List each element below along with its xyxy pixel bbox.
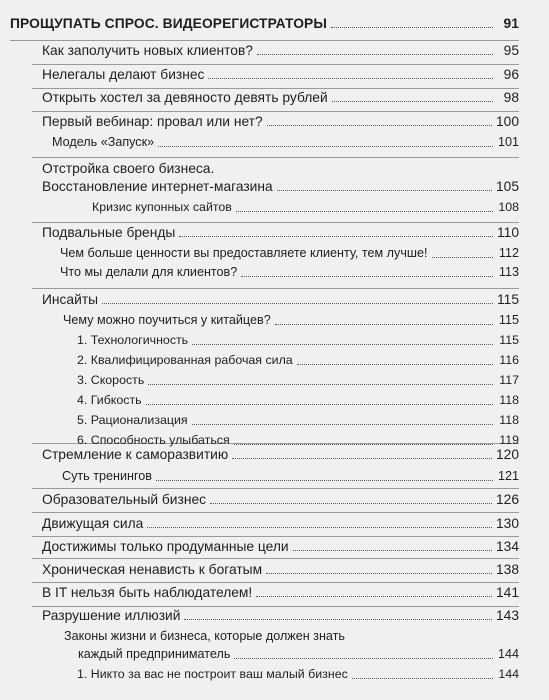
- entry-title: 4. Гибкость: [77, 393, 142, 407]
- entry-page: 115: [497, 292, 519, 307]
- entry-title: Стремление к саморазвитию: [42, 447, 229, 462]
- entry-page: 144: [498, 667, 519, 681]
- entry-page: 108: [498, 200, 519, 214]
- entry-title: 2. Квалифицированная рабочая сила: [77, 353, 293, 367]
- toc-entry[interactable]: [42, 39, 519, 59]
- entry-page: 115: [499, 333, 519, 347]
- entry-title: 1. Технологичность: [77, 333, 189, 347]
- entry-page: 100: [495, 114, 519, 129]
- entry-title: Отстройка своего бизнеса.: [42, 161, 215, 176]
- toc-entry[interactable]: [42, 512, 519, 532]
- entry-title: Чему можно поучиться у китайцев?: [63, 313, 271, 327]
- toc-entry[interactable]: [42, 604, 519, 624]
- toc-entry[interactable]: [42, 488, 519, 508]
- toc-entry[interactable]: [42, 63, 519, 83]
- entry-page: 91: [503, 16, 519, 31]
- toc-entry[interactable]: [10, 12, 519, 32]
- entry-title: Что мы делали для клиентов?: [60, 265, 238, 279]
- entry-title: 5. Рационализация: [77, 413, 188, 427]
- entry-page: 112: [498, 246, 519, 260]
- entry-title: Модель «Запуск»: [52, 135, 155, 149]
- entry-title: Образовательный бизнес: [42, 492, 207, 507]
- entry-title: 1. Никто за вас не построит ваш малый бизнес: [77, 667, 348, 681]
- entry-page: 138: [495, 562, 519, 577]
- toc-entry[interactable]: [42, 110, 519, 130]
- entry-title: Подвальные бренды: [42, 225, 176, 240]
- entry-page: 118: [499, 393, 519, 407]
- entry-page: 130: [495, 516, 519, 531]
- entry-title: Разрушение иллюзий: [42, 608, 181, 623]
- toc-entry[interactable]: [78, 643, 519, 663]
- entry-page: 98: [503, 90, 519, 105]
- entry-title: Движущая сила: [42, 516, 144, 531]
- entry-title: Чем больше ценности вы предоставляете клиенту, тем лучше!: [60, 246, 428, 260]
- entry-title: Инсайты: [42, 292, 99, 307]
- entry-title: Достижимы только продуманные цели: [42, 539, 289, 554]
- entry-page: 120: [495, 447, 519, 462]
- entry-title: Как заполучить новых клиентов?: [42, 43, 253, 58]
- toc-entry[interactable]: [52, 131, 519, 151]
- toc-entry[interactable]: [77, 409, 519, 429]
- toc-entry[interactable]: [60, 242, 519, 262]
- entry-page: 101: [497, 135, 519, 149]
- entry-page: 134: [495, 539, 519, 554]
- entry-page: 110: [497, 225, 519, 240]
- toc-entry[interactable]: [60, 261, 519, 281]
- entry-title: Первый вебинар: провал или нет?: [42, 114, 263, 129]
- entry-title: Нелегалы делают бизнес: [42, 67, 205, 82]
- toc-entry[interactable]: [77, 329, 519, 349]
- entry-page: 141: [495, 585, 519, 600]
- toc-entry[interactable]: [42, 558, 519, 578]
- entry-page: 113: [498, 265, 519, 279]
- toc-entry[interactable]: [42, 86, 519, 106]
- entry-title: 3. Скорость: [77, 373, 145, 387]
- entry-page: 121: [497, 469, 519, 483]
- toc-entry[interactable]: [64, 625, 519, 645]
- toc-entry[interactable]: [77, 389, 519, 409]
- toc-entry[interactable]: [92, 196, 519, 216]
- entry-title: Суть тренингов: [62, 469, 152, 483]
- entry-page: 144: [497, 647, 519, 661]
- entry-title: Хроническая ненависть к богатым: [42, 562, 263, 577]
- toc-entry[interactable]: [42, 157, 519, 177]
- entry-title: Восстановление интернет-магазина: [42, 179, 273, 194]
- entry-page: 105: [495, 179, 519, 194]
- entry-page: 119: [499, 433, 519, 447]
- toc-entry[interactable]: [77, 349, 519, 369]
- toc-entry[interactable]: [42, 175, 519, 195]
- toc-entry[interactable]: [62, 465, 519, 485]
- toc-entry[interactable]: [77, 369, 519, 389]
- entry-page: 116: [499, 353, 519, 367]
- entry-page: 118: [499, 413, 519, 427]
- toc-entry[interactable]: [63, 309, 519, 329]
- entry-title: Открыть хостел за девяносто девять рублей: [42, 90, 328, 105]
- entry-page: 95: [503, 43, 519, 58]
- entry-title: Кризис купонных сайтов: [92, 200, 232, 214]
- entry-title: Законы жизни и бизнеса, которые должен знать: [64, 629, 345, 643]
- toc-entry[interactable]: [42, 288, 519, 308]
- entry-page: 115: [498, 313, 519, 327]
- entry-page: 117: [499, 373, 519, 387]
- entry-page: 126: [495, 492, 519, 507]
- toc-entry[interactable]: [42, 581, 519, 601]
- entry-page: 96: [503, 67, 519, 82]
- entry-title: 6. Способность улыбаться: [77, 433, 230, 447]
- entry-title: В IT нельзя быть наблюдателем!: [42, 585, 253, 600]
- toc-entry[interactable]: [77, 663, 519, 683]
- toc-entry[interactable]: [42, 221, 519, 241]
- entry-page: 143: [495, 608, 519, 623]
- toc-entry[interactable]: [42, 443, 519, 463]
- entry-title: каждый предприниматель: [78, 647, 231, 661]
- toc-entry[interactable]: [42, 535, 519, 555]
- entry-title: ПРОЩУПАТЬ СПРОС. ВИДЕОРЕГИСТРАТОРЫ: [10, 16, 327, 31]
